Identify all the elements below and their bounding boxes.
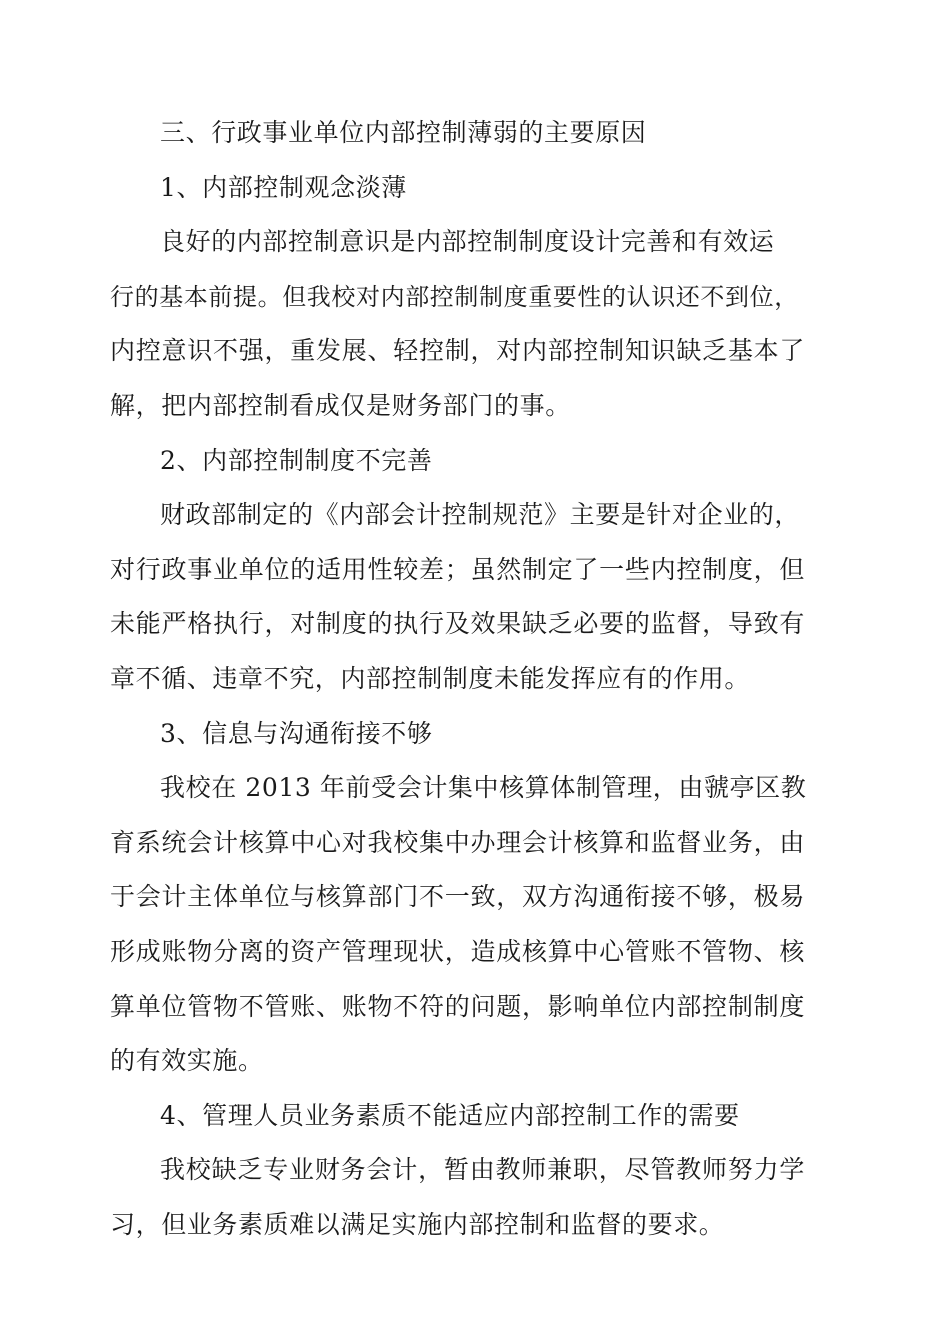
text-line: 内控意识不强，重发展、轻控制，对内部控制知识缺乏基本了 [110, 336, 805, 366]
text-line: 1、内部控制观念淡薄 [160, 172, 407, 202]
text-line: 财政部制定的《内部会计控制规范》主要是针对企业的， [160, 500, 801, 530]
text-line: 章不循、违章不究，内部控制制度未能发挥应有的作用。 [110, 663, 751, 693]
text-line: 3、信息与沟通衔接不够 [160, 718, 433, 748]
document-page [110, 106, 805, 1252]
text-line: 对行政事业单位的适用性较差；虽然制定了一些内控制度，但 [110, 554, 805, 584]
text-line: 三、行政事业单位内部控制薄弱的主要原因 [160, 118, 647, 147]
text-line: 育系统会计核算中心对我校集中办理会计核算和监督业务，由 [110, 827, 805, 857]
text-line: 形成账物分离的资产管理现状，造成核算中心管账不管物、核 [110, 936, 805, 966]
text-line: 算单位管物不管账、账物不符的问题，影响单位内部控制制度 [110, 991, 805, 1021]
text-line: 我校缺乏专业财务会计，暂由教师兼职，尽管教师努力学 [160, 1155, 805, 1185]
text-line: 的有效实施。 [110, 1046, 264, 1076]
text-line: 2、内部控制制度不完善 [160, 445, 433, 475]
text-line: 良好的内部控制意识是内部控制制度设计完善和有效运 [160, 227, 775, 257]
text-line: 我校在 2013 年前受会计集中核算体制管理，由虢亭区教 [160, 773, 807, 803]
text-line: 行的基本前提。但我校对内部控制制度重要性的认识还不到位， [110, 282, 799, 311]
text-line: 未能严格执行，对制度的执行及效果缺乏必要的监督，导致有 [110, 609, 805, 639]
text-line: 4、管理人员业务素质不能适应内部控制工作的需要 [160, 1100, 740, 1130]
text-line: 解，把内部控制看成仅是财务部门的事。 [110, 390, 571, 420]
text-line: 于会计主体单位与核算部门不一致，双方沟通衔接不够，极易 [110, 882, 805, 912]
text-line: 习，但业务素质难以满足实施内部控制和监督的要求。 [110, 1209, 725, 1239]
